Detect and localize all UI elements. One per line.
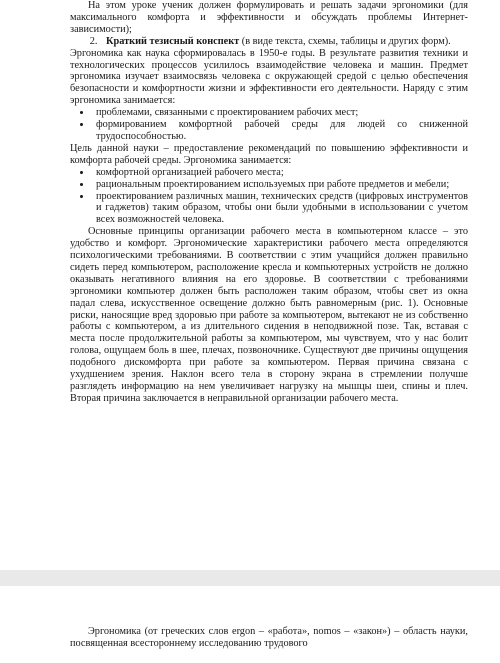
- numbered-list: [70, 36, 468, 48]
- paragraph-3: Основные принципы организации рабочего места в компьютерном классе – это удобство и комфорт. Эргономические характеристики рабочего места определяются психологическими требованиями. В соответствии с этим учащийся должен правильно сидеть перед компьютером, расположение кресла и компьютерных устройств не должно оказывать негативного влияния на его здоровье. В соответствии с требованиями эргономики компьютер должен быть расположен таким образом, чтобы свет из окна падал слева, искусственное освещение должно быть равномерным (рис. 1). Основные риски, наносящие вред здоровью при работе за компьютером, вытекают не из собственно работы с компьютером, а из длительного сидения в неподвижной позе. Так, вставая с места после продолжительной работы за компьютером, мы чувствуем, что у нас болит голова, ощущаем боль в шее, плечах, позвоночнике. Существуют две причины ощущения подобного дискомфорта при работе за компьютером. Первая причина связана с ухудшением зрения. Наклон всего тела в сторону экрана в стремлении получше разглядеть информацию на нем увеличивает нагрузку на мышцы шеи, спины и плеч. Вторая причина заключается в неправильной организации рабочего места.: [70, 226, 468, 404]
- numbered-item-bold: Краткий тезисный конспект: [106, 35, 240, 47]
- document-page-2: [0, 586, 500, 663]
- list-item: • проблемами, связанными с проектированием рабочих мест;: [92, 107, 468, 119]
- list-item: • рациональным проектированием используемых при работе предметов и мебели;: [92, 179, 468, 191]
- bullet-list-2: [70, 167, 468, 227]
- bullet-list-1: [70, 107, 468, 143]
- numbered-item-rest: (в виде текста, схемы, таблицы и других форм).: [239, 35, 451, 47]
- list-item: • проектированием различных машин, технических средств (цифровых инструментов и гаджетов) таким образом, чтобы они были удобными в использовании с учетом всех возможностей человека.: [92, 191, 468, 227]
- paragraph-2: Цель данной науки – предоставление рекомендаций по повышению эффективности и комфорта рабочей среды. Эргономика занимается:: [70, 142, 468, 166]
- page-1-content: [70, 0, 468, 405]
- list-item: • формированием комфортной рабочей среды для людей со сниженной трудоспособностью.: [92, 119, 468, 143]
- numbered-item: [100, 36, 468, 48]
- paragraph-1: Эргономика как наука сформировалась в 1950-е годы. В результате развития техники и технологических процессов усилилось взаимодействие человека и машин. Предмет эргономика изучает взаимосвязь человека с окружающей средой с целью обеспечения безопасности и комфортности жизни и эффективности его деятельности. Наряду с этим эргономика занимается:: [70, 47, 468, 107]
- list-item: • комфортной организацией рабочего места;: [92, 167, 468, 179]
- page-2-paragraph: Эргономика (от греческих слов ergon – «работа», nomos – «закон») – область науки, посвященная всестороннему исследованию трудового: [70, 626, 468, 649]
- page-2-content: [70, 626, 468, 650]
- intro-paragraph: На этом уроке ученик должен формулировать и решать задачи эргономики (для максимального комфорта и эффективности и обсуждать проблемы Интернет-зависимости);: [70, 0, 468, 35]
